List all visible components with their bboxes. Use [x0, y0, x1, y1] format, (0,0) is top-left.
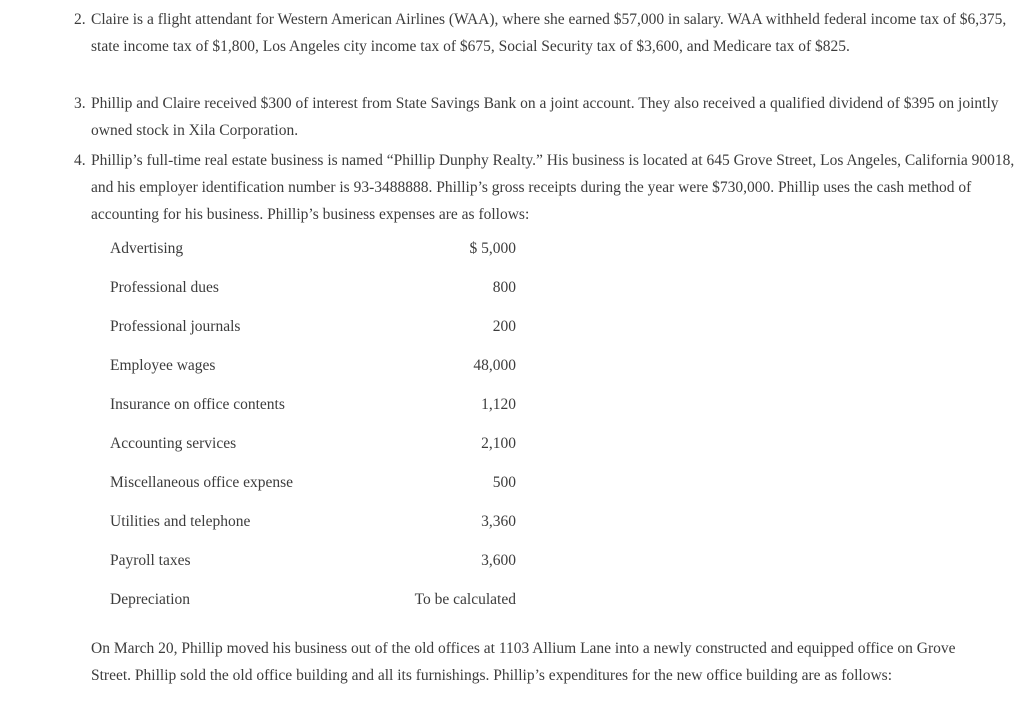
problem-number: 4. — [74, 152, 86, 169]
expense-amount: 2,100 — [481, 435, 516, 452]
expense-row — [110, 236, 520, 275]
expense-label: Advertising — [110, 240, 184, 257]
expense-label: Professional dues — [110, 279, 219, 296]
expense-table — [110, 236, 520, 626]
problem-text: Claire is a flight attendant for Western American Airlines (WAA), where she earned $57,000 in salary. WAA withheld federal income tax of $6,375, state income tax of $1,800, Los Angeles city income tax of $675, Social Security tax of $3,600, and Medicare tax of $825. — [91, 11, 1007, 55]
problem-number: 2. — [74, 11, 86, 28]
expense-row — [110, 509, 520, 548]
expense-amount: 200 — [492, 318, 516, 335]
expense-amount: 500 — [492, 474, 516, 491]
problem-text: Phillip’s full-time real estate business is named “Phillip Dunphy Realty.” His business is located at 645 Grove Street, Los Angeles, California 90018, and his employer identification number is 93-3488888. Phillip’s gross receipts during the year were $730,000. Phillip uses the cash method of accounting for his business. Phillip’s business expenses are as follows: — [91, 152, 1015, 223]
problem-number: 3. — [74, 95, 86, 112]
expense-row — [110, 392, 520, 431]
problem-text: Phillip and Claire received $300 of interest from State Savings Bank on a joint account. They also received a qualified dividend of $395 on jointly owned stock in Xila Corporation. — [91, 95, 999, 139]
expense-label: Miscellaneous office expense — [110, 474, 294, 491]
expense-label: Payroll taxes — [110, 552, 191, 569]
expense-label: Utilities and telephone — [110, 513, 251, 530]
problem-3 — [74, 90, 1018, 144]
closing-paragraph: On March 20, Phillip moved his business out of the old offices at 1103 Allium Lane into a newly constructed and equipped office on Grove Street. Phillip sold the old office building and all its furnishings. Phillip’s expenditures for the new office building are as follows: — [91, 640, 956, 684]
expense-row — [110, 353, 520, 392]
expense-amount: 48,000 — [473, 357, 516, 374]
expense-row — [110, 587, 520, 626]
expense-label: Depreciation — [110, 591, 191, 608]
expense-row — [110, 470, 520, 509]
expense-row — [110, 548, 520, 587]
expense-row — [110, 314, 520, 353]
problem-4 — [74, 147, 1018, 228]
expense-row — [110, 431, 520, 470]
problem-2 — [74, 6, 1018, 60]
expense-row — [110, 275, 520, 314]
expense-amount: 3,600 — [481, 552, 516, 569]
expense-label: Professional journals — [110, 318, 241, 335]
expense-label: Employee wages — [110, 357, 216, 374]
expense-amount: $ 5,000 — [469, 240, 516, 257]
expense-amount: 800 — [492, 279, 516, 296]
expense-amount: To be calculated — [414, 591, 516, 608]
expense-label: Accounting services — [110, 435, 237, 452]
expense-amount: 1,120 — [481, 396, 516, 413]
expense-label: Insurance on office contents — [110, 396, 285, 413]
expense-amount: 3,360 — [481, 513, 516, 530]
